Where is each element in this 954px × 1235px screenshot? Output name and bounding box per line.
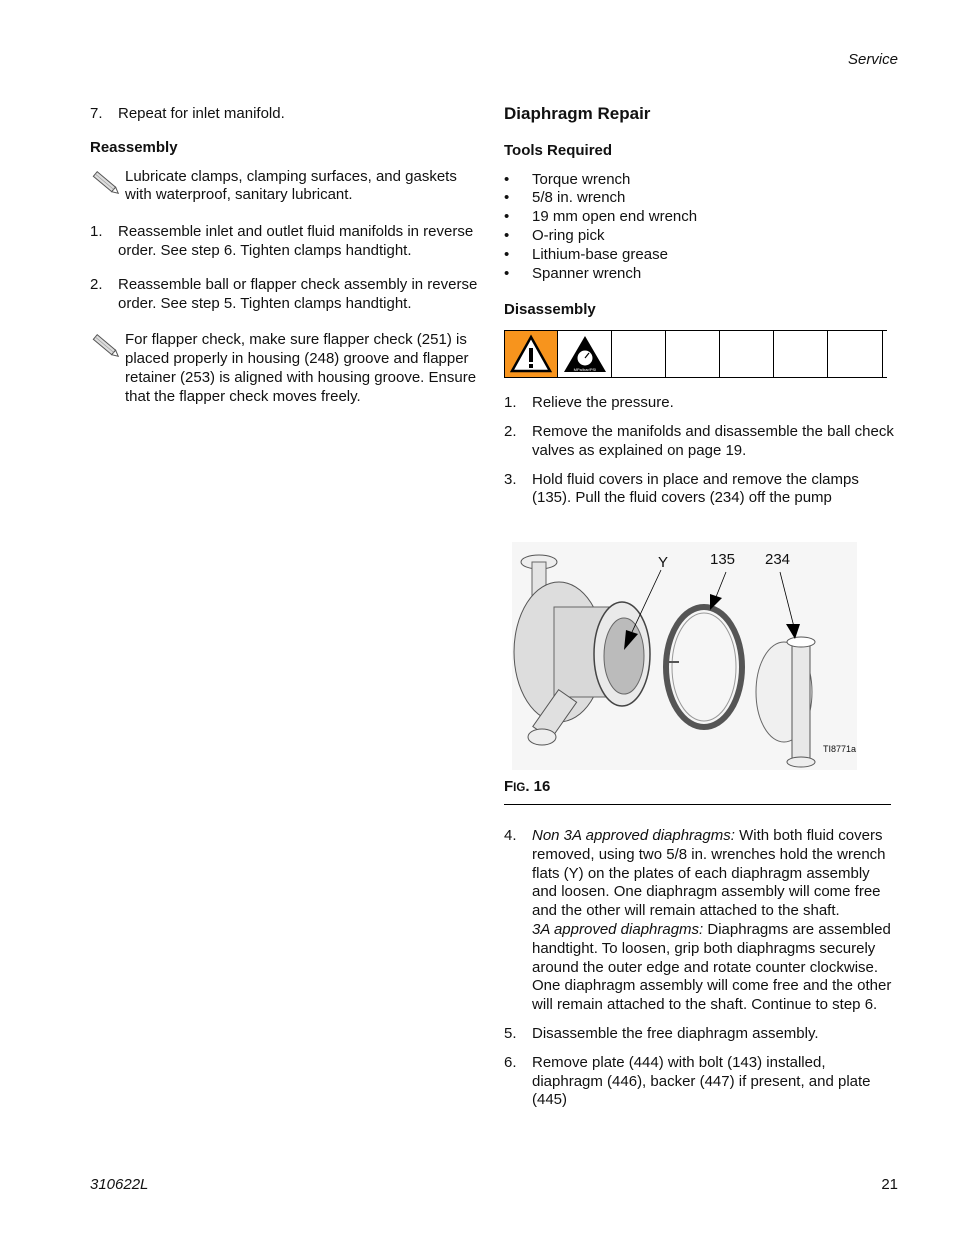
- diaphragm-repair-title: Diaphragm Repair: [504, 104, 651, 123]
- pencil-note-icon: [90, 331, 125, 367]
- tool-item: • Spanner wrench: [504, 264, 642, 282]
- empty-cell: [774, 331, 828, 377]
- doc-number: 310622L: [90, 1176, 149, 1193]
- pressure-cell: [558, 331, 612, 377]
- warning-triangle-icon: [509, 334, 553, 374]
- tool-item: • Torque wrench: [504, 170, 631, 188]
- figure-caption: FIG. 16: [504, 778, 891, 805]
- svg-text:MPa/bar/PSI: MPa/bar/PSI: [573, 367, 596, 373]
- disassembly-step-3: 3. Hold fluid covers in place and remove the clamps (135). Pull the fluid covers (234) off the pump: [504, 470, 859, 507]
- reassembly-step-1: 1. Reassemble inlet and outlet fluid manifolds in reverse order. See step 6. Tighten clamps handtight.: [90, 223, 474, 259]
- label-135: 135: [710, 551, 736, 569]
- disassembly-step-2: 2. Remove the manifolds and disassemble the ball check valves as explained on page 19.: [504, 422, 894, 459]
- pump-exploded-illustration: [504, 532, 891, 774]
- page-number: 21: [881, 1176, 898, 1193]
- left-column: [90, 105, 485, 425]
- note-flapper: For flapper check, make sure flapper check (251) is placed properly in housing (248) groove and flapper retainer (253) is aligned with housing groove. Ensure that the flapper check moves freely.: [90, 331, 485, 406]
- tool-item: • 19 mm open end wrench: [504, 208, 698, 226]
- step-7: 7. Repeat for inlet manifold.: [90, 105, 285, 122]
- note-lubricate: Lubricate clamps, clamping surfaces, and gaskets with waterproof, sanitary lubricant.: [90, 168, 485, 206]
- warning-symbol-table: [504, 330, 887, 378]
- disassembly-step-5: 5. Disassemble the free diaphragm assembly.: [504, 1024, 819, 1042]
- figure-ref: TI8771a: [823, 744, 857, 755]
- reassembly-heading: Reassembly: [90, 138, 178, 156]
- tools-required-heading: Tools Required: [504, 141, 613, 159]
- empty-cell: [612, 331, 666, 377]
- disassembly-step-4: 4. Non 3A approved diaphragms: With both fluid covers removed, using two 5/8 in. wrenches hold the wrench flats (Y) on the plates of each diaphragm assembly and loosen. One diaphragm assembly will come free and the other will remain attached to the shaft. 3A approved diaphragms: Diaphragms are assembled handtight. To loosen, grip both diaphragms securely around the outer edge and rotate counter clockwise. One diaphragm assembly will come free and the other will remain attached to the shaft. Continue to step 6.: [504, 826, 892, 1014]
- pencil-note-icon: [90, 168, 125, 204]
- reassembly-step-2: 2. Reassemble ball or flapper check assembly in reverse order. See step 5. Tighten clamps handtight.: [90, 275, 478, 312]
- tool-item: • 5/8 in. wrench: [504, 189, 626, 207]
- figure-16: [504, 532, 891, 774]
- right-column: [504, 105, 894, 1125]
- tools-list: [504, 171, 894, 284]
- warning-cell: [504, 331, 558, 377]
- disassembly-step-6: 6. Remove plate (444) with bolt (143) installed, diaphragm (446), backer (447) if present, and plate (445): [504, 1053, 871, 1109]
- disassembly-step-1: 1. Relieve the pressure.: [504, 394, 674, 412]
- empty-cell: [666, 331, 720, 377]
- disassembly-heading: Disassembly: [504, 301, 596, 319]
- tool-item: • Lithium-base grease: [504, 245, 668, 263]
- section-header: Service: [847, 51, 898, 68]
- tool-item: • O-ring pick: [504, 226, 605, 244]
- pressure-gauge-icon: [562, 334, 608, 374]
- label-234: 234: [765, 551, 791, 569]
- empty-cell: [720, 331, 774, 377]
- empty-cell: [828, 331, 883, 377]
- label-y: Y: [658, 554, 669, 572]
